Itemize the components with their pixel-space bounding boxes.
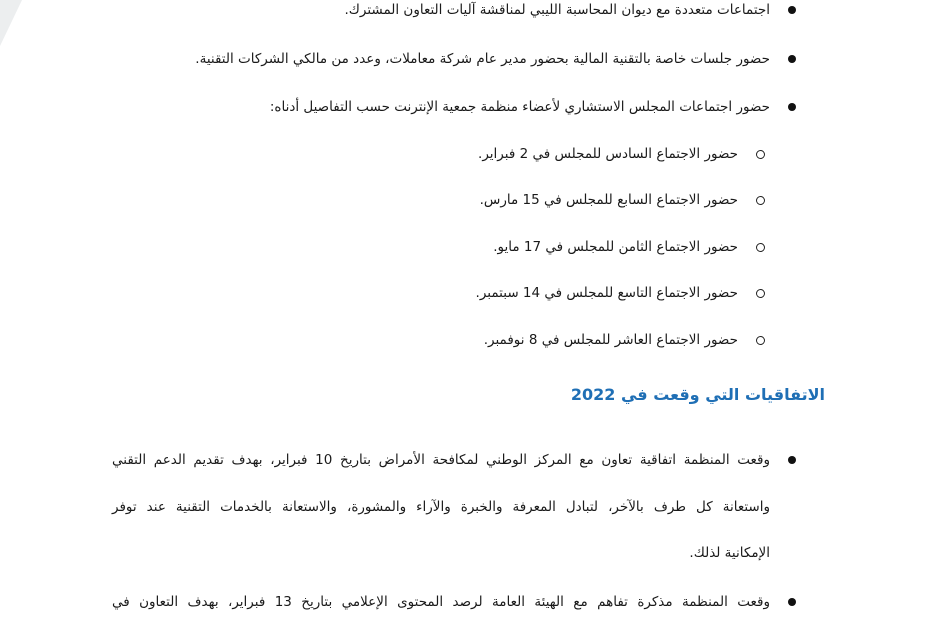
- sub-bullet-circle: [756, 336, 765, 345]
- agreement-1-line-3: الإمكانية لذلك.: [689, 545, 770, 561]
- section-heading-agreements-2022: الاتفاقيات التي وقعت في 2022: [570, 385, 825, 404]
- bullet-dot: [788, 103, 796, 111]
- sub-item-ninth-meeting: حضور الاجتماع التاسع للمجلس في 14 سبتمبر.: [475, 285, 738, 301]
- bullet-item-audit-bureau-meetings: اجتماعات متعددة مع ديوان المحاسبة الليبي لمناقشة آليات التعاون المشترك.: [344, 2, 770, 18]
- bullet-dot: [788, 456, 796, 464]
- sub-bullet-circle: [756, 243, 765, 252]
- agreement-1-line-1: وقعت المنظمة اتفاقية تعاون مع المركز الوطني لمكافحة الأمراض بتاريخ 10 فبراير، بهدف تقديم الدعم التقني: [112, 452, 770, 468]
- agreement-1-line-2: واستعانة كل طرف بالآخر، لتبادل المعرفة والخبرة والآراء والمشورة، والاستعانة بالخدمات التقنية عند توفر: [112, 499, 770, 515]
- bullet-dot: [788, 598, 796, 606]
- sub-item-eighth-meeting: حضور الاجتماع الثامن للمجلس في 17 مايو.: [493, 239, 738, 255]
- sub-bullet-circle: [756, 150, 765, 159]
- sub-bullet-circle: [756, 289, 765, 298]
- sub-item-sixth-meeting: حضور الاجتماع السادس للمجلس في 2 فبراير.: [478, 146, 738, 162]
- bullet-item-fintech-sessions: حضور جلسات خاصة بالتقنية المالية بحضور مدير عام شركة معاملات، وعدد من مالكي الشركات التقنية.: [195, 51, 770, 67]
- sub-item-tenth-meeting: حضور الاجتماع العاشر للمجلس في 8 نوفمبر.: [483, 332, 738, 348]
- agreement-2-line-1: وقعت المنظمة مذكرة تفاهم مع الهيئة العامة لرصد المحتوى الإعلامي بتاريخ 13 فبراير، بهدف التعاون في: [112, 594, 771, 610]
- sub-bullet-circle: [756, 196, 765, 205]
- bullet-dot: [788, 6, 796, 14]
- sub-item-seventh-meeting: حضور الاجتماع السابع للمجلس في 15 مارس.: [479, 192, 738, 208]
- bullet-dot: [788, 55, 796, 63]
- bullet-item-advisory-council-meetings: حضور اجتماعات المجلس الاستشاري لأعضاء منظمة جمعية الإنترنت حسب التفاصيل أدناه:: [269, 99, 770, 115]
